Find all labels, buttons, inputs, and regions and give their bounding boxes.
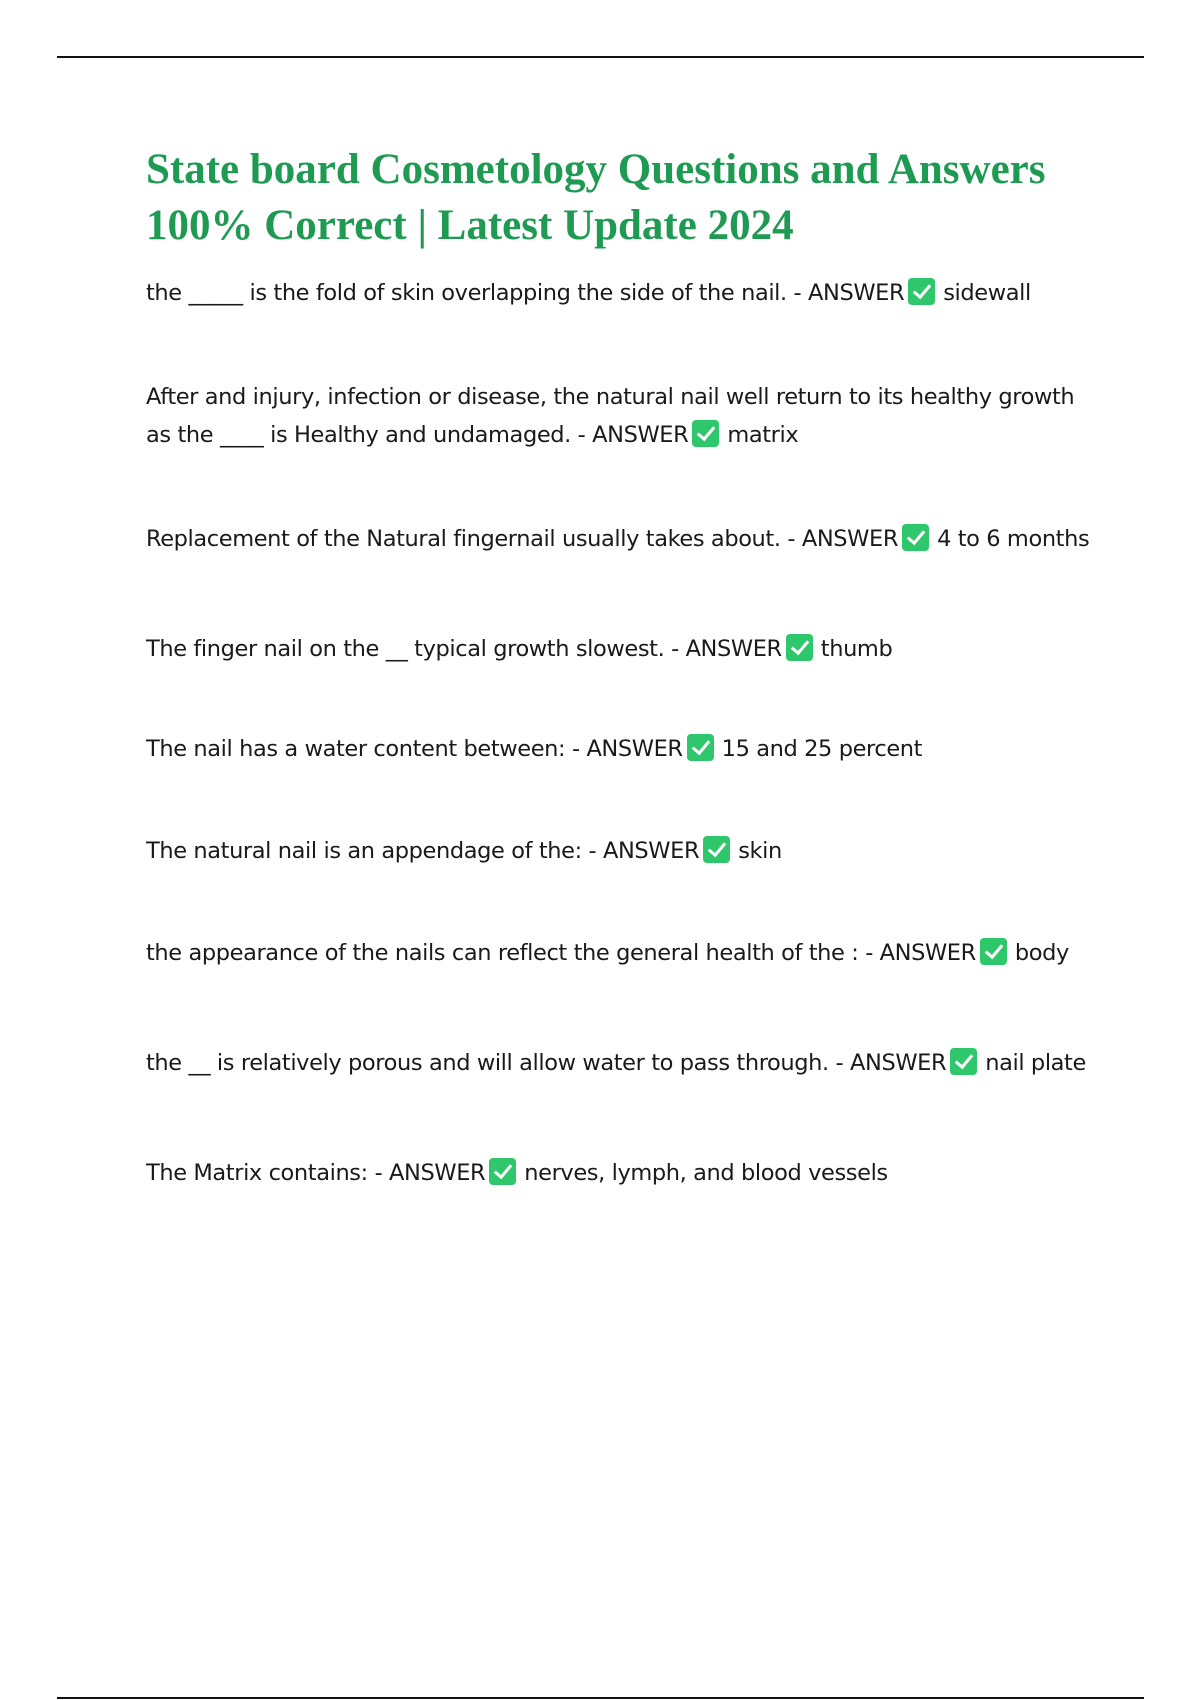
qa-item	[146, 1154, 1096, 1192]
bottom-rule	[57, 1697, 1144, 1699]
green-checkbox-icon	[980, 938, 1007, 965]
answer-text: 15 and 25 percent	[721, 736, 923, 762]
question-text: the appearance of the nails can reflect the general health of the :	[146, 940, 859, 966]
qa-item	[146, 274, 1096, 312]
qa-item	[146, 832, 1096, 870]
question-text: After and injury, infection or disease, the natural nail well return to its healthy growth as the ____ is Healthy and undamaged.	[146, 384, 1075, 448]
answer-text: 4 to 6 months	[937, 526, 1090, 552]
green-checkbox-icon	[687, 734, 714, 761]
answer-marker: - ANSWER	[835, 1050, 947, 1076]
qa-item	[146, 1044, 1096, 1082]
answer-text: nail plate	[985, 1050, 1086, 1076]
answer-marker: - ANSWER	[571, 736, 683, 762]
answer-marker: - ANSWER	[671, 636, 782, 662]
question-text: the __ is relatively porous and will allow water to pass through.	[146, 1050, 829, 1076]
answer-marker: - ANSWER	[374, 1160, 486, 1186]
answer-marker: - ANSWER	[865, 940, 976, 966]
top-rule	[57, 56, 1144, 58]
answer-marker: - ANSWER	[787, 526, 899, 552]
answer-marker: - ANSWER	[793, 280, 905, 306]
question-text: The Matrix contains:	[146, 1160, 368, 1186]
answer-marker: - ANSWER	[588, 838, 700, 864]
green-checkbox-icon	[703, 836, 730, 863]
green-checkbox-icon	[908, 278, 935, 305]
document-title: State board Cosmetology Questions and Answers 100% Correct | Latest Update 2024	[146, 146, 1046, 249]
qa-item	[146, 520, 1096, 558]
green-checkbox-icon	[786, 634, 813, 661]
answer-text: skin	[738, 838, 782, 864]
question-text: The nail has a water content between:	[146, 736, 566, 762]
answer-text: nerves, lymph, and blood vessels	[524, 1160, 888, 1186]
qa-item	[146, 378, 1096, 454]
green-checkbox-icon	[950, 1048, 977, 1075]
answer-marker: - ANSWER	[577, 422, 689, 448]
answer-text: sidewall	[943, 280, 1031, 306]
green-checkbox-icon	[902, 524, 929, 551]
question-text: The finger nail on the __ typical growth slowest.	[146, 636, 665, 662]
qa-item	[146, 630, 1096, 668]
qa-item	[146, 934, 1096, 972]
qa-item	[146, 730, 1096, 768]
answer-text: thumb	[820, 636, 893, 662]
answer-text: matrix	[727, 422, 799, 448]
question-text: Replacement of the Natural fingernail usually takes about.	[146, 526, 781, 552]
document-body	[146, 142, 1096, 1192]
green-checkbox-icon	[489, 1158, 516, 1185]
question-text: the _____ is the fold of skin overlapping the side of the nail.	[146, 280, 787, 306]
answer-text: body	[1014, 940, 1069, 966]
green-checkbox-icon	[692, 420, 719, 447]
question-text: The natural nail is an appendage of the:	[146, 838, 582, 864]
